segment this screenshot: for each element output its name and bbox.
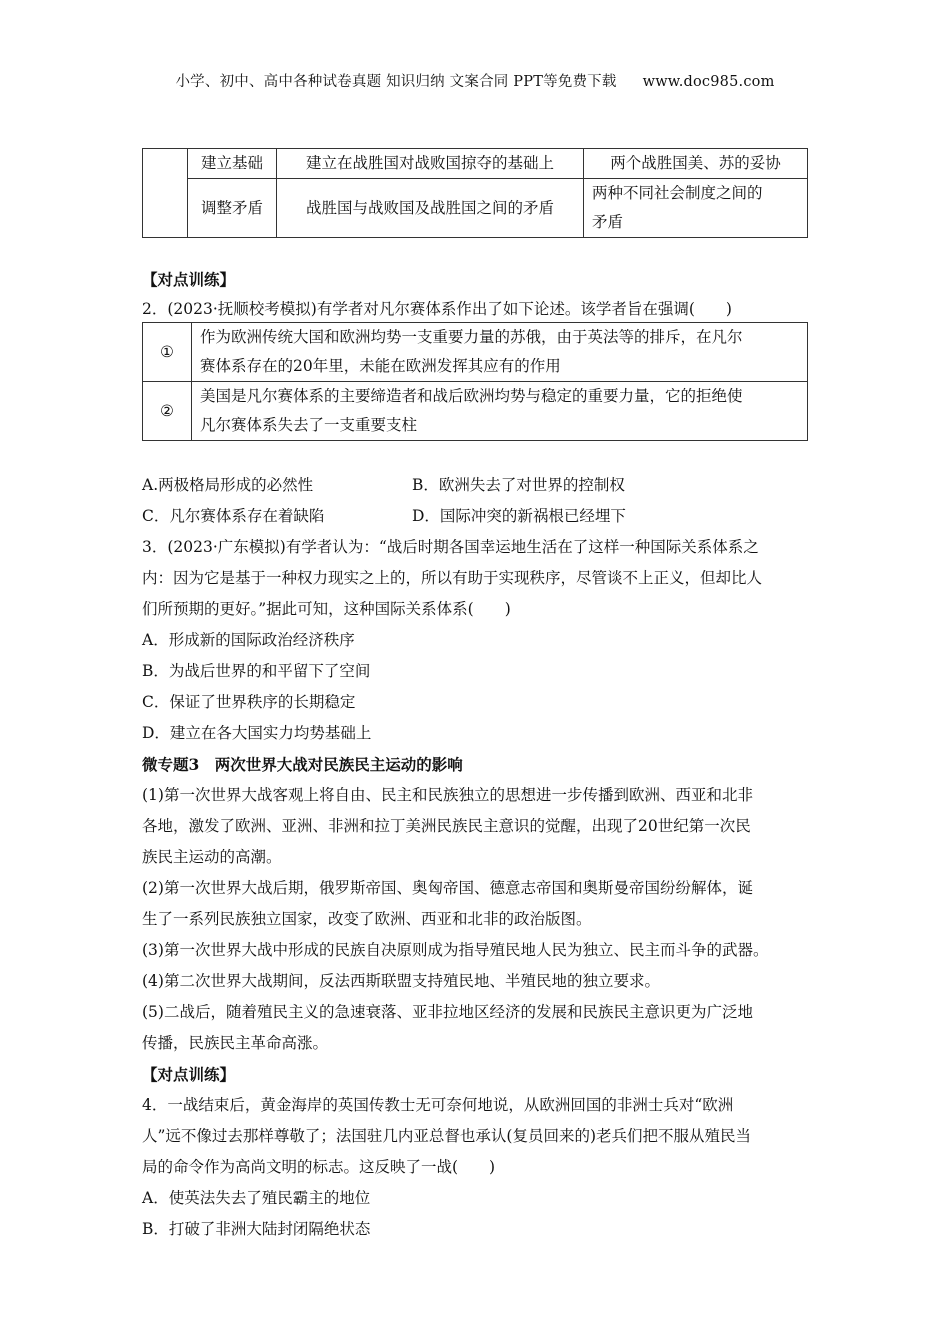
option-d[interactable]: D．国际冲突的新祸根已经埋下	[412, 507, 626, 525]
q2-options	[142, 470, 810, 532]
option-d[interactable]: D．建立在各大国实力均势基础上	[142, 724, 372, 742]
row-number: ②	[143, 382, 192, 441]
q2-table	[142, 322, 808, 441]
section-title: 【对点训练】	[142, 270, 236, 289]
table-row	[143, 149, 808, 179]
q4-line: 局的命令作为高尚文明的标志。这反映了一战( )	[142, 1158, 496, 1176]
page-header	[0, 70, 950, 91]
cell-b-line: 矛盾	[592, 213, 624, 231]
table-row	[143, 179, 808, 238]
table-row	[143, 382, 808, 441]
row-number: ①	[143, 323, 192, 382]
text-line: 赛体系存在的20年里，未能在欧洲发挥其应有的作用	[200, 357, 561, 375]
topic-line: (3)第一次世界大战中形成的民族自决原则成为指导殖民地人民为独立、民主而斗争的武器。	[142, 941, 769, 959]
topic-title: 微专题3 两次世界大战对民族民主运动的影响	[142, 755, 463, 774]
option-b[interactable]: B．为战后世界的和平留下了空间	[142, 662, 371, 680]
comparison-table	[142, 148, 808, 238]
text-line: 作为欧洲传统大国和欧洲均势一支重要力量的苏俄，由于英法等的排斥，在凡尔	[200, 328, 743, 346]
row-label: 建立基础	[188, 149, 277, 179]
row-text	[192, 323, 808, 382]
option-c[interactable]: C．凡尔赛体系存在着缺陷	[142, 507, 325, 525]
text-line: 凡尔赛体系失去了一支重要支柱	[200, 416, 418, 434]
header-text: 小学、初中、高中各种试卷真题 知识归纳 文案合同 PPT等免费下载	[175, 74, 617, 90]
cell-a: 战胜国与战败国及战胜国之间的矛盾	[277, 179, 584, 238]
option-a[interactable]: A．使英法失去了殖民霸主的地位	[142, 1189, 371, 1207]
option-b[interactable]: B．打破了非洲大陆封闭隔绝状态	[142, 1220, 371, 1238]
question-3	[142, 532, 810, 1245]
table-row	[143, 323, 808, 382]
row-text	[192, 382, 808, 441]
topic-line: 生了一系列民族独立国家，改变了欧洲、西亚和北非的政治版图。	[142, 910, 592, 928]
q3-line: 3．(2023·广东模拟)有学者认为：“战后时期各国幸运地生活在了这样一种国际关系体系之	[142, 538, 759, 556]
topic-line: (5)二战后，随着殖民主义的急速衰落、亚非拉地区经济的发展和民族民主意识更为广泛地	[142, 1003, 753, 1021]
cell-a: 建立在战胜国对战败国掠夺的基础上	[277, 149, 584, 179]
row-label: 调整矛盾	[188, 179, 277, 238]
q3-line: 内：因为它是基于一种权力现实之上的，所以有助于实现秩序，尽管谈不上正义，但却比人	[142, 569, 763, 587]
option-a[interactable]: A．形成新的国际政治经济秩序	[142, 631, 355, 649]
topic-line: (2)第一次世界大战后期，俄罗斯帝国、奥匈帝国、德意志帝国和奥斯曼帝国纷纷解体，诞	[142, 879, 753, 897]
question-2-stem: 2．(2023·抚顺校考模拟)有学者对凡尔赛体系作出了如下论述。该学者旨在强调( )	[142, 300, 732, 318]
topic-line: 族民主运动的高潮。	[142, 848, 282, 866]
section-title: 【对点训练】	[142, 1065, 236, 1084]
option-a[interactable]: A.两极格局形成的必然性	[142, 476, 314, 494]
topic-line: (4)第二次世界大战期间，反法西斯联盟支持殖民地、半殖民地的独立要求。	[142, 972, 660, 990]
cell-b-line: 两种不同社会制度之间的	[592, 184, 763, 202]
topic-line: (1)第一次世界大战客观上将自由、民主和民族独立的思想进一步传播到欧洲、西亚和北非	[142, 786, 753, 804]
topic-line: 各地，激发了欧洲、亚洲、非洲和拉丁美洲民族民主意识的觉醒，出现了20世纪第一次民	[142, 817, 751, 835]
text-line: 美国是凡尔赛体系的主要缔造者和战后欧洲均势与稳定的重要力量，它的拒绝使	[200, 387, 743, 405]
q4-line: 4．一战结束后，黄金海岸的英国传教士无可奈何地说，从欧洲回国的非洲士兵对“欧洲	[142, 1096, 734, 1114]
table-blank-cell	[143, 149, 188, 238]
cell-b	[584, 179, 808, 238]
q4-line: 人”远不像过去那样尊敬了；法国驻几内亚总督也承认(复员回来的)老兵们把不服从殖民当	[142, 1127, 752, 1145]
q3-line: 们所预期的更好。”据此可知，这种国际关系体系( )	[142, 600, 511, 618]
option-c[interactable]: C．保证了世界秩序的长期稳定	[142, 693, 356, 711]
topic-line: 传播，民族民主革命高涨。	[142, 1034, 329, 1052]
cell-b: 两个战胜国美、苏的妥协	[584, 149, 808, 179]
header-url[interactable]: www.doc985.com	[642, 74, 775, 90]
option-b[interactable]: B．欧洲失去了对世界的控制权	[412, 476, 625, 494]
